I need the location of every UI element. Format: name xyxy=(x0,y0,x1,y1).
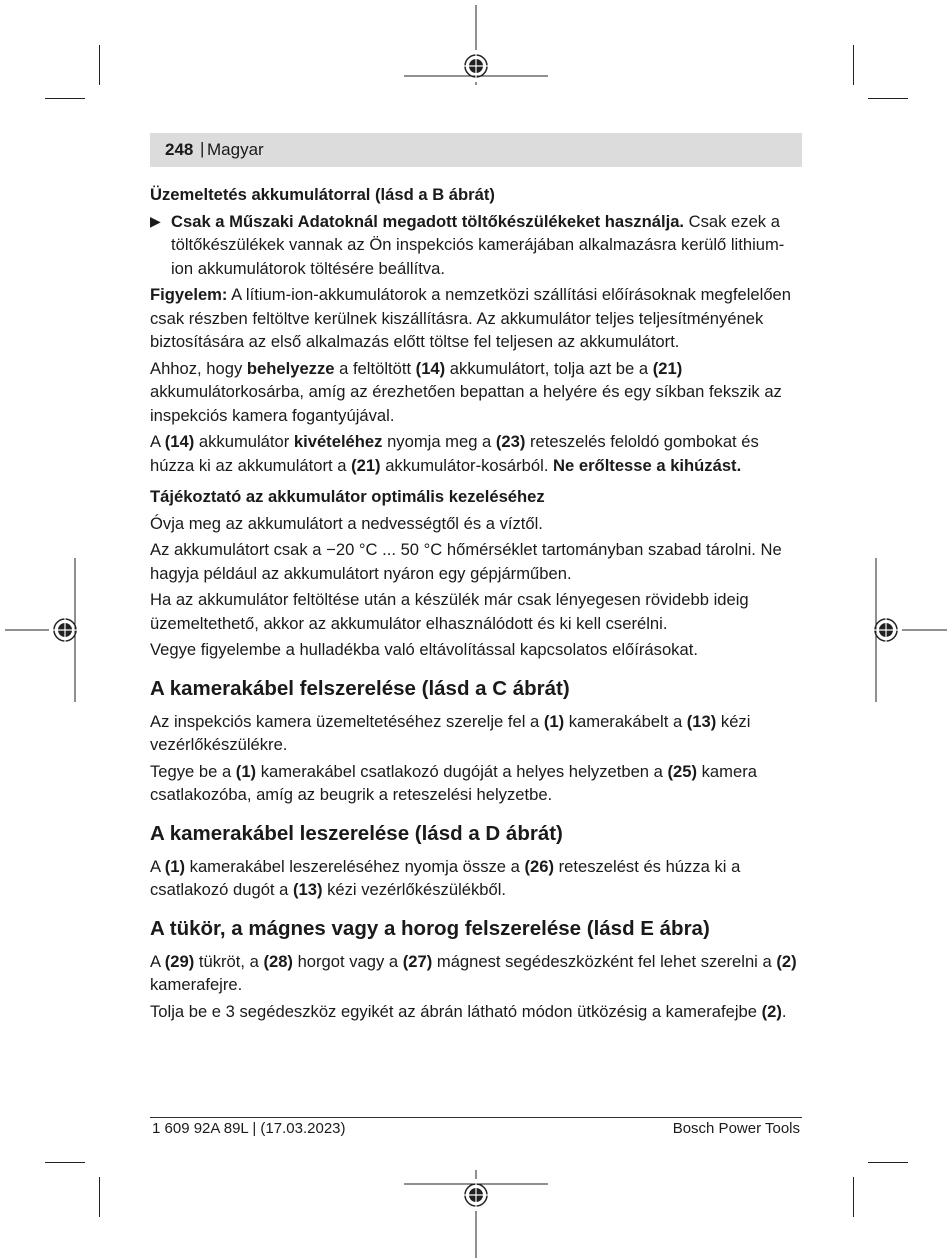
charger-warning-bullet xyxy=(150,210,805,281)
crop-mark xyxy=(868,98,908,99)
text-run: akkumulátor-kosárból. xyxy=(380,455,554,475)
cable-removal-heading: A kamerakábel leszerelése (lásd a D ábrát) xyxy=(150,821,563,845)
text-run: kamerakábelt a xyxy=(564,711,687,731)
text-run: reteszelés feloldó gombokat és húzza ki az akkumulátort a xyxy=(150,432,759,475)
crop-mark xyxy=(99,45,100,85)
ref-number: (14) xyxy=(415,358,446,378)
text-run: kamerakábel csatlakozó dugóját a helyes helyzetben a xyxy=(256,761,668,781)
bold-run: Ne erőltesse a kihúzást. xyxy=(553,455,742,475)
ref-number: (13) xyxy=(292,880,323,899)
registration-mark-right xyxy=(862,558,947,703)
ref-number: (28) xyxy=(263,951,293,971)
registration-mark-left xyxy=(5,558,90,703)
crop-mark xyxy=(45,98,85,99)
text-run: reteszelést és húzza ki a csatlakozó dugót a xyxy=(150,856,741,899)
ref-number: (29) xyxy=(164,951,195,971)
battery-care-p1: Óvja meg az akkumulátort a nedvességtől és a víztől. xyxy=(150,513,543,533)
ref-number: (23) xyxy=(495,432,526,451)
ref-number: (27) xyxy=(402,951,433,971)
registration-mark-top xyxy=(404,5,549,95)
text-run: A xyxy=(150,951,165,971)
ref-number: (21) xyxy=(351,455,381,475)
bold-run: behelyezze xyxy=(246,358,335,378)
text-run: kamerafejre. xyxy=(150,975,243,994)
text-run: nyomja meg a xyxy=(382,432,496,451)
page-content xyxy=(150,183,805,1026)
text-run: Ahhoz, hogy xyxy=(150,358,247,378)
insert-battery-paragraph xyxy=(150,357,805,428)
text-run: . xyxy=(781,1001,787,1021)
text-run: akkumulátort, tolja azt be a xyxy=(445,358,653,378)
charger-warning-text: Csak ezek a töltőkészülékek vannak az Ön inspekciós kamerájában alkalmazásra kerülő lithium-ion akkumulátorok töltésére beállítva. xyxy=(171,211,785,278)
bullet-triangle-icon: ▶ xyxy=(150,212,161,229)
battery-care-p2: Az akkumulátort csak a −20 °C ... 50 °C hőmérséklet tartományban szabad tárolni. Ne hagyja például az akkumulátort nyáron egy gépjárműben. xyxy=(150,540,782,583)
ref-number: (1) xyxy=(164,856,186,876)
text-run: A xyxy=(150,432,165,451)
attention-note xyxy=(150,283,805,354)
footer-document-id: 1 609 92A 89L | (17.03.2023) xyxy=(152,1120,346,1137)
text-run: Tolja be e 3 segédeszköz egyikét az ábrán látható módon ütközésig a kamerafejbe xyxy=(150,1001,762,1021)
charger-warning-bold: Csak a Műszaki Adatoknál megadott töltőkészülékeket használja. xyxy=(171,211,685,231)
crop-mark xyxy=(853,45,854,85)
battery-operation-heading: Üzemeltetés akkumulátorral (lásd a B ábrát) xyxy=(150,185,495,204)
ref-number: (14) xyxy=(164,432,195,451)
page-header xyxy=(150,133,802,167)
accessory-mount-p2 xyxy=(150,1000,805,1024)
ref-number: (2) xyxy=(776,951,797,971)
bold-run: kivételéhez xyxy=(293,432,383,451)
text-run: Az inspekciós kamera üzemeltetéséhez szerelje fel a xyxy=(150,711,544,731)
accessory-mount-p1 xyxy=(150,950,805,997)
crop-mark xyxy=(99,1177,100,1217)
text-run: kézi vezérlőkészülékből. xyxy=(322,880,507,899)
text-run: tükröt, a xyxy=(194,951,264,971)
crop-mark xyxy=(853,1177,854,1217)
header-language: Magyar xyxy=(207,140,264,159)
ref-number: (21) xyxy=(652,358,683,378)
footer-brand: Bosch Power Tools xyxy=(672,1120,800,1137)
text-run: a feltöltött xyxy=(334,358,416,378)
battery-care-p4: Vegye figyelembe a hulladékba való eltávolítással kapcsolatos előírásokat. xyxy=(150,640,698,659)
text-run: A xyxy=(150,856,165,876)
ref-number: (25) xyxy=(667,761,698,781)
text-run: mágnest segédeszközként fel lehet szerelni a xyxy=(432,951,777,971)
cable-mount-p1 xyxy=(150,710,805,757)
battery-care-p3: Ha az akkumulátor feltöltése után a készülék már csak lényegesen rövidebb ideig üzemeltethető, akkor az akkumulátor elhasználódott és ki kell cserélni. xyxy=(150,590,749,633)
cable-mount-heading: A kamerakábel felszerelése (lásd a C ábrát) xyxy=(150,676,570,700)
footer-rule xyxy=(150,1117,802,1118)
crop-mark xyxy=(45,1162,85,1163)
attention-text: A lítium-ion-akkumulátorok a nemzetközi szállítási előírásoknak megfelelően csak részben feltöltve kerülnek kiszállításra. Az akkumulátor teljes teljesítményének biztosítására az első alkalmazás előtt töltse fel teljesen az akkumulátort. xyxy=(150,285,791,351)
cable-mount-p2 xyxy=(150,760,805,807)
text-run: Tegye be a xyxy=(150,761,236,781)
accessory-mount-heading: A tükör, a mágnes vagy a horog felszerelése (lásd E ábra) xyxy=(150,916,710,940)
text-run: kamera csatlakozóba, amíg az beugrik a reteszelési helyzetbe. xyxy=(150,761,757,804)
cable-removal-p1 xyxy=(150,855,805,902)
page-number: 248 xyxy=(165,140,194,159)
text-run: akkumulátor xyxy=(194,432,294,451)
ref-number: (1) xyxy=(235,761,257,781)
registration-mark-bottom xyxy=(404,1170,549,1260)
text-run: kamerakábel leszereléséhez nyomja össze a xyxy=(185,856,525,876)
remove-battery-paragraph xyxy=(150,430,805,477)
ref-number: (26) xyxy=(524,856,554,876)
text-run: kézi vezérlőkészülékre. xyxy=(150,711,751,754)
ref-number: (1) xyxy=(543,711,565,731)
ref-number: (2) xyxy=(761,1001,782,1021)
attention-label: Figyelem: xyxy=(150,285,228,304)
crop-mark xyxy=(868,1162,908,1163)
text-run: horgot vagy a xyxy=(292,951,403,971)
header-separator: | xyxy=(200,139,205,158)
battery-care-heading: Tájékoztató az akkumulátor optimális kezeléséhez xyxy=(150,487,545,506)
ref-number: (13) xyxy=(686,711,717,731)
text-run: akkumulátorkosárba, amíg az érezhetően bepattan a helyére és egy síkban fekszik az inspekciós kamera fogantyújával. xyxy=(150,382,782,425)
